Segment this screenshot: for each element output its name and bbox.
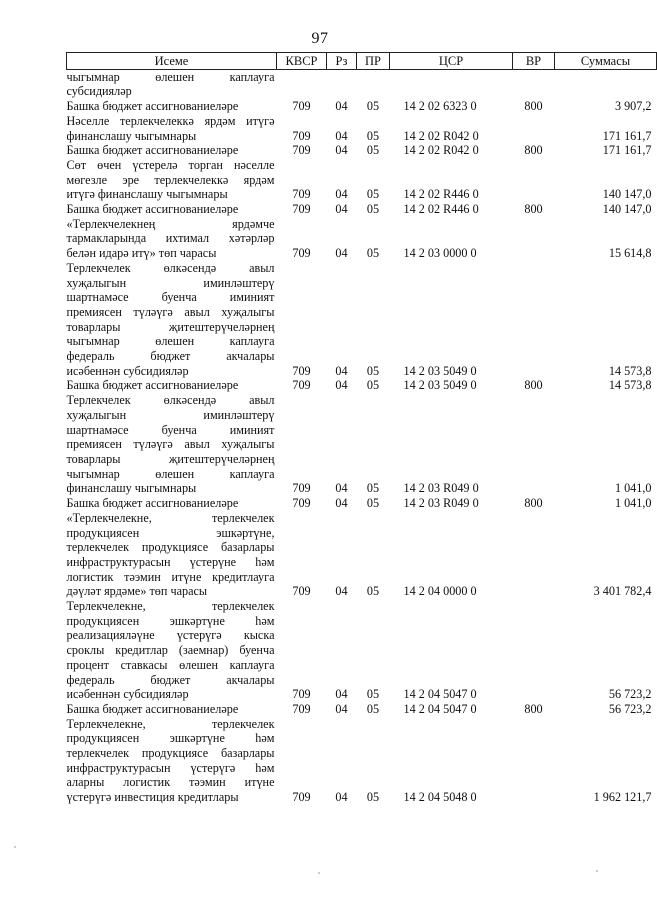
row-rz: 04 xyxy=(335,99,348,114)
row-name xyxy=(67,261,277,379)
table-row xyxy=(67,393,657,496)
row-name-line: продукциясен эшкәртүне, xyxy=(66,525,275,540)
row-rz: 04 xyxy=(335,143,348,158)
row-pr: 05 xyxy=(366,187,380,202)
row-vr xyxy=(513,599,555,702)
row-name-line: чыгымнар өлешен каплауга xyxy=(66,69,275,84)
page-number: 97 xyxy=(311,30,329,47)
row-sum xyxy=(555,69,657,99)
row-name-line: инфраструктурасын үстерүгә һәм xyxy=(66,760,275,775)
row-sum: 15 614,8 xyxy=(608,246,652,261)
row-name xyxy=(67,717,277,805)
header-rz: Рз xyxy=(327,53,357,70)
row-vr xyxy=(513,69,555,99)
table-row xyxy=(67,69,657,99)
row-kvsr: 709 xyxy=(292,584,311,599)
table-row xyxy=(67,99,657,114)
row-name-line: премиясен түләүгә авыл хуҗалыгы xyxy=(66,437,275,452)
row-sum: 3 907,2 xyxy=(614,99,652,114)
row-csr: 14 2 04 5047 0 xyxy=(403,701,477,716)
row-kvsr: 709 xyxy=(292,481,311,496)
row-csr: 14 2 02 6323 0 xyxy=(403,99,477,114)
row-name-line: исәбеннән субсидияләр xyxy=(66,687,189,702)
row-name xyxy=(67,599,277,702)
row-pr: 05 xyxy=(366,790,380,805)
row-name-line: Башка бюджет ассигнованиеләре xyxy=(66,202,239,217)
row-sum: 14 573,8 xyxy=(608,363,652,378)
row-csr: 14 2 04 0000 0 xyxy=(403,584,477,599)
row-name-line: Башка бюджет ассигнованиеләре xyxy=(66,496,239,511)
row-vr: 800 xyxy=(524,99,543,114)
row-sum: 14 573,8 xyxy=(608,378,652,393)
row-vr: 800 xyxy=(524,496,543,511)
row-pr: 05 xyxy=(366,202,380,217)
table-row xyxy=(67,496,657,511)
row-name-line: чыгымнар өлешен каплауга xyxy=(66,466,275,481)
row-vr: 800 xyxy=(524,378,543,393)
row-name-line: инфраструктурасын үстерүне һәм xyxy=(66,554,275,569)
row-name-line: Терлекчелек өлкәсендә авыл xyxy=(66,393,275,408)
row-rz: 04 xyxy=(335,187,348,202)
row-name-line: Терлекчелекне, терлекчелек xyxy=(66,599,275,614)
row-kvsr: 709 xyxy=(292,687,311,702)
row-vr: 800 xyxy=(524,143,543,158)
row-name-line: Терлекчелекне, терлекчелек xyxy=(66,716,275,731)
row-name-line: хуҗалыгын иминләштерү xyxy=(66,407,275,422)
row-name-line: Сөт өчен үстерелә торган нәселле xyxy=(66,157,275,172)
row-name xyxy=(67,702,277,717)
row-name xyxy=(67,217,277,261)
row-csr: 14 2 02 R446 0 xyxy=(403,187,479,202)
row-pr: 05 xyxy=(366,128,380,143)
row-name-line: Башка бюджет ассигнованиеләре xyxy=(66,99,239,114)
row-vr: 800 xyxy=(524,202,543,217)
row-name xyxy=(67,511,277,599)
row-name-line: белән идарә итү» төп чарасы xyxy=(66,246,217,261)
row-rz xyxy=(327,69,357,99)
row-name-line: товарлары җитештерүчеләрнең xyxy=(66,319,275,334)
row-name xyxy=(67,393,277,496)
row-name-line: аларны логистик тәэмин итүне xyxy=(66,775,275,790)
row-vr xyxy=(513,217,555,261)
table-row xyxy=(67,202,657,217)
row-pr: 05 xyxy=(366,481,380,496)
row-sum: 3 401 782,4 xyxy=(593,584,652,599)
row-name-line: хуҗалыгын иминләштерү xyxy=(66,275,275,290)
row-csr: 14 2 02 R042 0 xyxy=(403,143,479,158)
table-row xyxy=(67,261,657,379)
header-vr: ВР xyxy=(513,53,555,70)
row-name xyxy=(67,378,277,393)
row-name-line: итүгә финанслашу чыгымнары xyxy=(66,187,228,202)
row-rz: 04 xyxy=(335,584,348,599)
table-row xyxy=(67,143,657,158)
table-row xyxy=(67,717,657,805)
table-header xyxy=(67,53,657,70)
table-row xyxy=(67,599,657,702)
row-pr: 05 xyxy=(366,378,380,393)
row-sum: 140 147,0 xyxy=(602,187,652,202)
row-name xyxy=(67,496,277,511)
row-sum: 1 962 121,7 xyxy=(593,790,652,805)
header-sum: Суммасы xyxy=(555,53,657,70)
row-rz: 04 xyxy=(335,378,348,393)
row-name xyxy=(67,202,277,217)
row-sum: 1 041,0 xyxy=(614,481,652,496)
row-name-line: үстерүгә инвестиция кредитлары xyxy=(66,790,239,805)
row-pr: 05 xyxy=(366,584,380,599)
row-kvsr: 709 xyxy=(292,187,311,202)
row-name-line: реализацияләүне үстерүгә кыска xyxy=(66,628,275,643)
row-csr: 14 2 02 R042 0 xyxy=(403,128,479,143)
row-csr xyxy=(390,69,513,99)
row-name-line: дәүләт ярдәме» төп чарасы xyxy=(66,584,208,599)
row-name-line: Нәселле терлекчелеккә ярдәм итүгә xyxy=(66,113,275,128)
row-pr xyxy=(357,69,390,99)
row-name-line: сроклы кредитлар (заемнар) буенча xyxy=(66,643,275,658)
table-body xyxy=(67,69,657,805)
row-vr xyxy=(513,717,555,805)
table-row xyxy=(67,511,657,599)
row-name xyxy=(67,69,277,99)
row-rz: 04 xyxy=(335,128,348,143)
table-row xyxy=(67,158,657,202)
row-kvsr: 709 xyxy=(292,99,311,114)
row-csr: 14 2 02 R446 0 xyxy=(403,202,479,217)
row-name-line: терлекчелек продукциясе базарлары xyxy=(66,746,275,761)
row-vr xyxy=(513,114,555,143)
row-pr: 05 xyxy=(366,701,380,716)
row-rz: 04 xyxy=(335,246,348,261)
row-csr: 14 2 03 R049 0 xyxy=(403,496,479,511)
row-name-line: тармакларында ихтимал хәтәрләр xyxy=(66,231,275,246)
row-name xyxy=(67,99,277,114)
row-name-line: мөгезле эре терлекчелеккә ярдәм xyxy=(66,172,275,187)
row-kvsr xyxy=(277,69,327,99)
row-name-line: логистик тәэмин итүне кредитлауга xyxy=(66,569,275,584)
row-name-line: продукциясен эшкәртүне һәм xyxy=(66,731,275,746)
row-name-line: исәбеннән субсидияләр xyxy=(66,363,189,378)
row-name-line: шартнамәсе буенча иминият xyxy=(66,422,275,437)
row-csr: 14 2 04 5048 0 xyxy=(403,790,477,805)
row-rz: 04 xyxy=(335,363,348,378)
row-name-line: финанслашу чыгымнары xyxy=(66,128,197,143)
table-row xyxy=(67,217,657,261)
row-pr: 05 xyxy=(366,363,380,378)
scan-speck xyxy=(596,870,598,872)
row-sum: 1 041,0 xyxy=(614,496,652,511)
row-kvsr: 709 xyxy=(292,143,311,158)
row-name-line: «Терлекчелекне, терлекчелек xyxy=(66,510,275,525)
row-csr: 14 2 03 5049 0 xyxy=(403,363,477,378)
row-name-line: федераль бюджет акчалары xyxy=(66,349,275,364)
row-kvsr: 709 xyxy=(292,701,311,716)
scan-speck xyxy=(14,846,16,848)
table-row xyxy=(67,378,657,393)
row-name xyxy=(67,143,277,158)
row-name-line: Башка бюджет ассигнованиеләре xyxy=(66,143,239,158)
row-name-line: товарлары җитештерүчеләрнең xyxy=(66,451,275,466)
row-name-line: субсидияләр xyxy=(66,84,132,99)
row-name-line: «Терлекчелекнең ярдәмче xyxy=(66,216,275,231)
row-rz: 04 xyxy=(335,790,348,805)
row-vr xyxy=(513,158,555,202)
row-sum: 56 723,2 xyxy=(608,687,652,702)
row-rz: 04 xyxy=(335,687,348,702)
row-name-line: федераль бюджет акчалары xyxy=(66,672,275,687)
row-name xyxy=(67,158,277,202)
row-pr: 05 xyxy=(366,246,380,261)
row-rz: 04 xyxy=(335,202,348,217)
row-csr: 14 2 03 0000 0 xyxy=(403,246,477,261)
row-rz: 04 xyxy=(335,701,348,716)
row-kvsr: 709 xyxy=(292,128,311,143)
row-csr: 14 2 03 R049 0 xyxy=(403,481,479,496)
row-name-line: процент ставкасы өлешен каплауга xyxy=(66,657,275,672)
budget-table xyxy=(66,52,657,805)
row-sum: 56 723,2 xyxy=(608,701,652,716)
row-name-line: чыгымнар өлешен каплауга xyxy=(66,334,275,349)
row-kvsr: 709 xyxy=(292,790,311,805)
row-name xyxy=(67,114,277,143)
row-kvsr: 709 xyxy=(292,246,311,261)
row-name-line: продукциясен эшкәртүне һәм xyxy=(66,613,275,628)
row-sum: 171 161,7 xyxy=(602,128,652,143)
row-rz: 04 xyxy=(335,496,348,511)
row-vr: 800 xyxy=(524,701,543,716)
row-pr: 05 xyxy=(366,687,380,702)
row-name-line: финанслашу чыгымнары xyxy=(66,481,197,496)
row-vr xyxy=(513,393,555,496)
row-pr: 05 xyxy=(366,143,380,158)
row-name-line: Башка бюджет ассигнованиеләре xyxy=(66,378,239,393)
scan-speck xyxy=(318,872,320,874)
header-name: Исеме xyxy=(67,53,277,70)
row-name-line: Терлекчелек өлкәсендә авыл xyxy=(66,260,275,275)
row-sum: 140 147,0 xyxy=(602,202,652,217)
header-csr: ЦСР xyxy=(390,53,513,70)
header-pr: ПР xyxy=(357,53,390,70)
row-csr: 14 2 03 5049 0 xyxy=(403,378,477,393)
row-vr xyxy=(513,511,555,599)
row-pr: 05 xyxy=(366,99,380,114)
row-name-line: Башка бюджет ассигнованиеләре xyxy=(66,701,239,716)
table-row xyxy=(67,114,657,143)
row-kvsr: 709 xyxy=(292,363,311,378)
table-row xyxy=(67,702,657,717)
row-name-line: терлекчелек продукциясе базарлары xyxy=(66,540,275,555)
row-sum: 171 161,7 xyxy=(602,143,652,158)
row-pr: 05 xyxy=(366,496,380,511)
header-kvsr: КВСР xyxy=(277,53,327,70)
row-name-line: премиясен түләүгә авыл хуҗалыгы xyxy=(66,304,275,319)
row-kvsr: 709 xyxy=(292,378,311,393)
row-csr: 14 2 04 5047 0 xyxy=(403,687,477,702)
row-rz: 04 xyxy=(335,481,348,496)
row-name-line: шартнамәсе буенча иминият xyxy=(66,290,275,305)
row-kvsr: 709 xyxy=(292,496,311,511)
row-kvsr: 709 xyxy=(292,202,311,217)
row-vr xyxy=(513,261,555,379)
